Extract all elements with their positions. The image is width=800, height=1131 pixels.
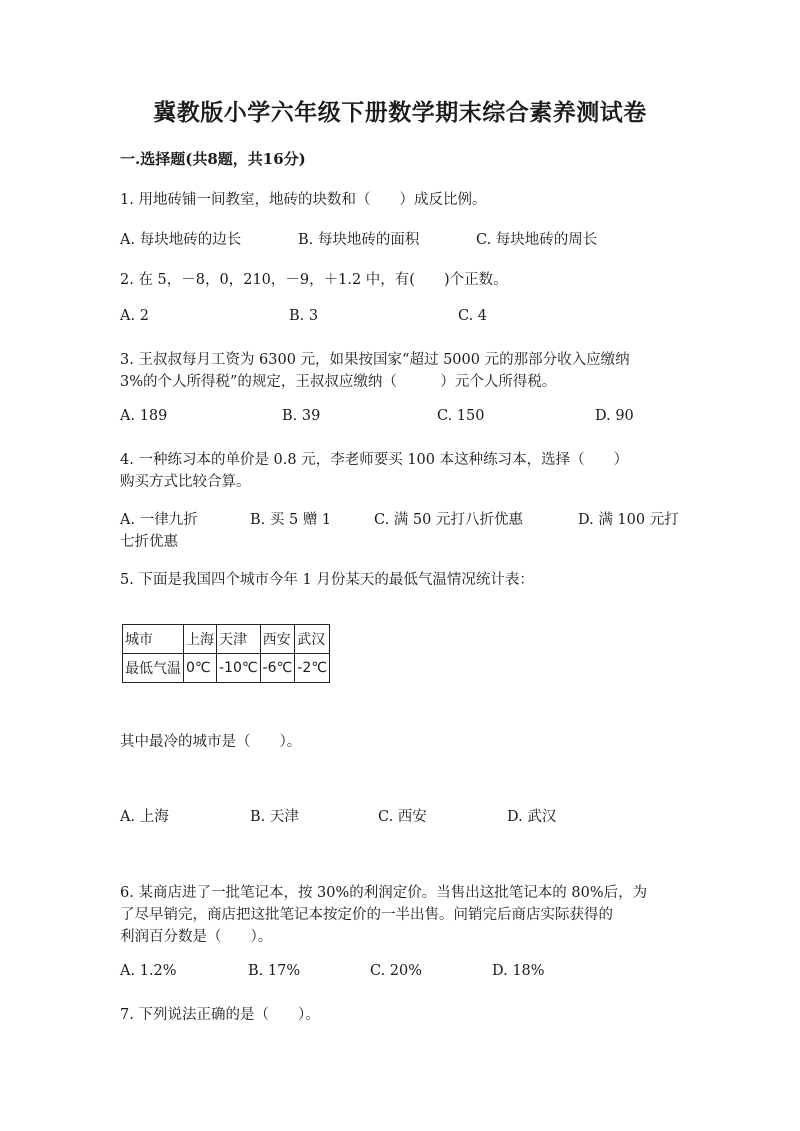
section-heading: 一.选择题(共8题，共16分) bbox=[120, 150, 306, 168]
question-4-line-2: 购买方式比较合算。 bbox=[120, 474, 251, 490]
question-5-option-d: D. 武汉 bbox=[507, 809, 557, 825]
question-3-option-a: A. 189 bbox=[120, 408, 168, 424]
question-4-option-c: C. 满 50 元打八折优惠 bbox=[374, 512, 523, 528]
question-3-line-2: 3%的个人所得税”的规定，王叔叔应缴纳（ ）元个人所得税。 bbox=[120, 374, 557, 390]
question-1-option-a: A. 每块地砖的边长 bbox=[120, 232, 242, 248]
table-header-cell: 天津 bbox=[217, 625, 261, 654]
question-2-text: 2. 在 5，－8，0，210，－9，＋1.2 中，有( )个正数。 bbox=[120, 272, 508, 288]
question-6-option-b: B. 17% bbox=[248, 963, 301, 979]
question-4-option-d-continued: 七折优惠 bbox=[120, 534, 178, 550]
question-3-option-b: B. 39 bbox=[282, 408, 321, 424]
question-5-option-b: B. 天津 bbox=[250, 809, 299, 825]
question-3-option-c: C. 150 bbox=[437, 408, 485, 424]
question-6-option-a: A. 1.2% bbox=[120, 963, 177, 979]
question-2-option-b: B. 3 bbox=[289, 308, 319, 324]
table-header-cell: 西安 bbox=[260, 625, 295, 654]
question-5-option-c: C. 西安 bbox=[378, 809, 427, 825]
question-7-text: 7. 下列说法正确的是（ ）。 bbox=[120, 1007, 320, 1023]
question-3-line-1: 3. 王叔叔每月工资为 6300 元，如果按国家“超过 5000 元的那部分收入应缴纳 bbox=[120, 352, 630, 368]
table-cell: 0℃ bbox=[184, 654, 217, 683]
table-cell: -2℃ bbox=[295, 654, 330, 683]
question-5-text: 5. 下面是我国四个城市今年 1 月份某天的最低气温情况统计表： bbox=[120, 572, 534, 588]
question-4-line-1: 4. 一种练习本的单价是 0.8 元，李老师要买 100 本这种练习本，选择（ ） bbox=[120, 452, 629, 468]
table-row bbox=[123, 654, 330, 683]
table-row bbox=[123, 625, 330, 654]
question-3-option-d: D. 90 bbox=[595, 408, 634, 424]
table-header-cell: 城市 bbox=[123, 625, 184, 654]
question-1-option-b: B. 每块地砖的面积 bbox=[298, 232, 420, 248]
table-header-cell: 武汉 bbox=[295, 625, 330, 654]
question-2-option-a: A. 2 bbox=[120, 308, 149, 324]
question-5-prompt: 其中最冷的城市是（ ）。 bbox=[120, 734, 302, 750]
question-6-line-1: 6. 某商店进了一批笔记本，按 30%的利润定价。当售出这批笔记本的 80%后，为 bbox=[120, 885, 648, 901]
table-cell: -6℃ bbox=[260, 654, 295, 683]
question-5-option-a: A. 上海 bbox=[120, 809, 169, 825]
question-4-option-a: A. 一律九折 bbox=[120, 512, 198, 528]
page-title: 冀教版小学六年级下册数学期末综合素养测试卷 bbox=[153, 99, 647, 126]
temperature-table bbox=[122, 624, 330, 683]
table-cell: -10℃ bbox=[217, 654, 261, 683]
question-1-text: 1. 用地砖铺一间教室，地砖的块数和（ ）成反比例。 bbox=[120, 192, 487, 208]
table-header-cell: 上海 bbox=[184, 625, 217, 654]
question-6-line-2: 了尽早销完，商店把这批笔记本按定价的一半出售。问销完后商店实际获得的 bbox=[120, 907, 613, 923]
question-6-option-d: D. 18% bbox=[492, 963, 545, 979]
question-4-option-b: B. 买 5 赠 1 bbox=[250, 512, 332, 528]
question-1-option-c: C. 每块地砖的周长 bbox=[476, 232, 598, 248]
question-2-option-c: C. 4 bbox=[458, 308, 488, 324]
question-6-option-c: C. 20% bbox=[370, 963, 423, 979]
question-6-line-3: 利润百分数是（ ）。 bbox=[120, 929, 273, 945]
question-4-option-d: D. 满 100 元打 bbox=[578, 512, 679, 528]
table-cell: 最低气温 bbox=[123, 654, 184, 683]
